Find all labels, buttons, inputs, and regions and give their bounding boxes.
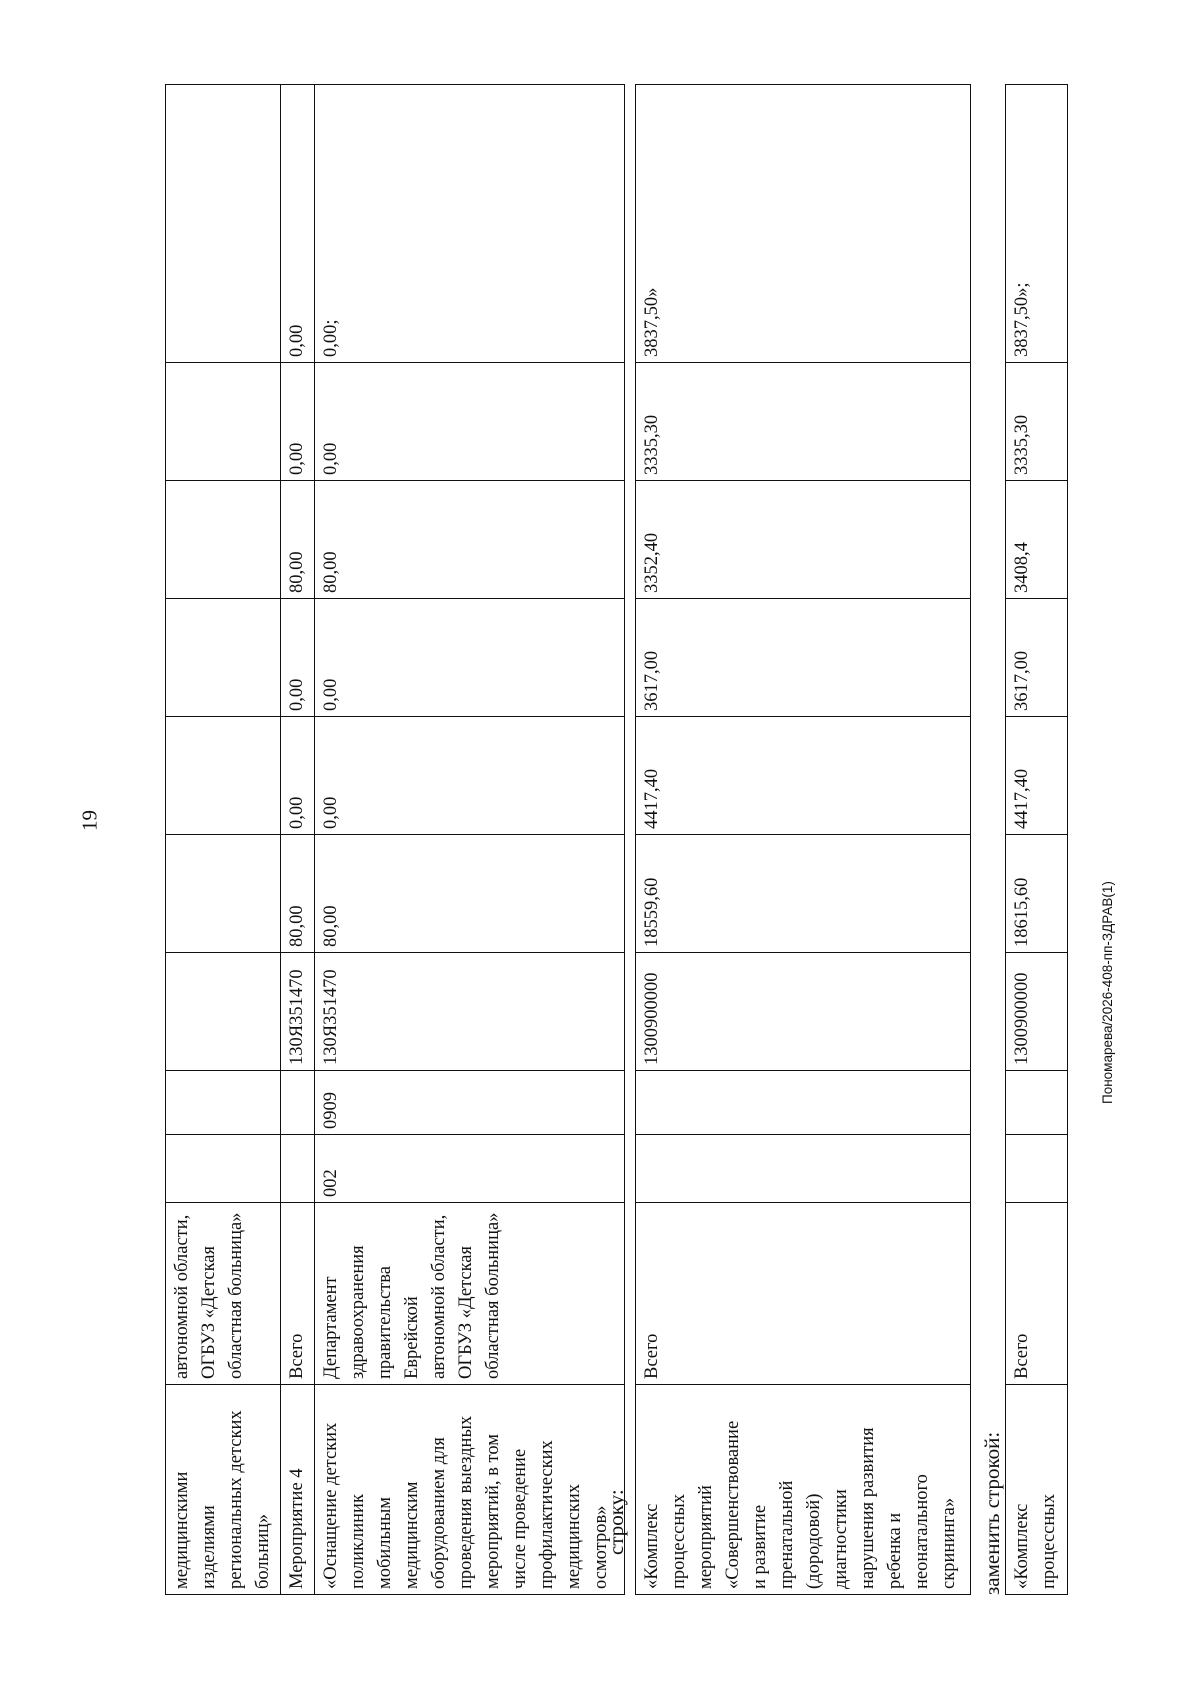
- cell-y2027: 3408,4: [1006, 481, 1068, 599]
- page-number: 19: [77, 810, 102, 831]
- label-stroku: строку:: [604, 1489, 628, 1555]
- cell-y2028: 0,00: [281, 363, 315, 481]
- table-row: [1006, 85, 1068, 1595]
- cell-rzpr: [636, 1071, 971, 1135]
- cell-y2027: [166, 481, 281, 599]
- cell-executor: автономной области, ОГБУЗ «Детская областная больница»: [166, 1203, 281, 1385]
- cell-y2029: 0,00;: [315, 85, 625, 363]
- cell-y2026: 3617,00: [636, 599, 971, 717]
- cell-y2028: [166, 363, 281, 481]
- cell-total: 80,00: [315, 835, 625, 953]
- table-block-3: [1005, 84, 1068, 1595]
- cell-grbs: [1006, 1135, 1068, 1203]
- cell-total: 80,00: [281, 835, 315, 953]
- cell-name: медицинскими изделиями региональных детских больниц»: [166, 1385, 281, 1595]
- table-block-2: [635, 84, 971, 1595]
- cell-csr: [166, 953, 281, 1071]
- cell-name: «Комплекс процессных мероприятий «Совершенствование и развитие пренатальной (дородовой) диагностики нарушения развития ребенка и неонатального скрининга»: [636, 1385, 971, 1595]
- cell-csr: 130Я351470: [315, 953, 625, 1071]
- cell-executor: Всего: [281, 1203, 315, 1385]
- cell-name: Мероприятие 4: [281, 1385, 315, 1595]
- cell-y2027: 80,00: [315, 481, 625, 599]
- cell-name: «Комплекс процессных: [1006, 1385, 1068, 1595]
- cell-grbs: 002: [315, 1135, 625, 1203]
- cell-executor: Всего: [636, 1203, 971, 1385]
- rotated-table-content: [165, 85, 1070, 1595]
- cell-y2026: 0,00: [315, 599, 625, 717]
- cell-y2025: 4417,40: [1006, 717, 1068, 835]
- cell-csr: 1300900000: [636, 953, 971, 1071]
- cell-total: 18615,60: [1006, 835, 1068, 953]
- cell-grbs: [166, 1135, 281, 1203]
- document-footer-code: Пономарева/2026-408-пп-ЗДРАВ(1): [1100, 881, 1115, 1104]
- table-block-1: [165, 84, 625, 1595]
- cell-y2029: 3837,50»: [636, 85, 971, 363]
- cell-y2026: 0,00: [281, 599, 315, 717]
- cell-y2027: 80,00: [281, 481, 315, 599]
- cell-y2025: [166, 717, 281, 835]
- cell-csr: 1300900000: [1006, 953, 1068, 1071]
- cell-y2028: 3335,30: [636, 363, 971, 481]
- cell-y2029: 3837,50»;: [1006, 85, 1068, 363]
- cell-rzpr: [1006, 1071, 1068, 1135]
- cell-csr: 130Я351470: [281, 953, 315, 1071]
- table-row: [281, 85, 315, 1595]
- cell-grbs: [281, 1135, 315, 1203]
- table-row: [636, 85, 971, 1595]
- cell-rzpr: [281, 1071, 315, 1135]
- cell-executor: Всего: [1006, 1203, 1068, 1385]
- cell-rzpr: 0909: [315, 1071, 625, 1135]
- cell-total: [166, 835, 281, 953]
- cell-y2026: 3617,00: [1006, 599, 1068, 717]
- table-row: [315, 85, 625, 1595]
- cell-total: 18559,60: [636, 835, 971, 953]
- cell-y2029: [166, 85, 281, 363]
- table-row: [166, 85, 281, 1595]
- cell-y2025: 0,00: [315, 717, 625, 835]
- cell-executor: Департамент здравоохранения правительства Еврейской автономной области, ОГБУЗ «Детская областная больница»: [315, 1203, 625, 1385]
- cell-y2028: 0,00: [315, 363, 625, 481]
- cell-y2029: 0,00: [281, 85, 315, 363]
- label-zamenit: заменить строкой:: [980, 1431, 1004, 1595]
- cell-y2028: 3335,30: [1006, 363, 1068, 481]
- cell-y2026: [166, 599, 281, 717]
- cell-grbs: [636, 1135, 971, 1203]
- cell-y2027: 3352,40: [636, 481, 971, 599]
- cell-y2025: 0,00: [281, 717, 315, 835]
- cell-rzpr: [166, 1071, 281, 1135]
- cell-name: «Оснащение детских поликлиник мобильным медицинским оборудованием для проведения выездных мероприятий, в том числе проведение профилактических медицинских осмотров»: [315, 1385, 625, 1595]
- cell-y2025: 4417,40: [636, 717, 971, 835]
